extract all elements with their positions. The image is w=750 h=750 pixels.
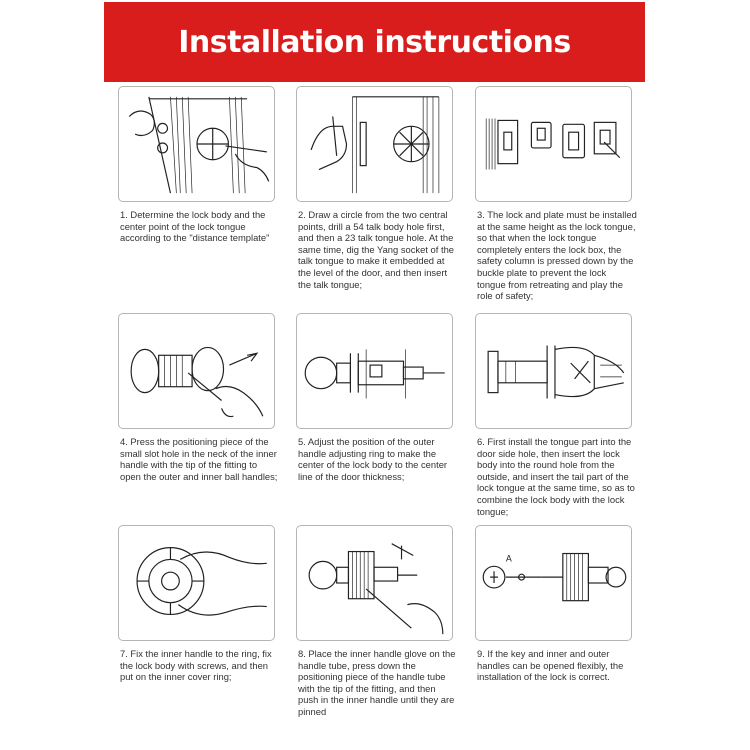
title-banner: [104, 2, 645, 82]
step-3-text: 3. The lock and plate must be installed at the same height as the lock tongue, so that when the lock tongue completely enters the lock box, the safety column is pressed down by the buckle plate to prevent the lock tongue from retreating and play the role of safety;: [477, 209, 637, 302]
label-a: A: [505, 553, 512, 564]
install-tongue-icon: [476, 314, 631, 428]
step-9-text: 9. If the key and inner and outer handles can be opened flexibly, the installation of the lock is correct.: [477, 648, 624, 683]
step-1-text: 1. Determine the lock body and the center point of the lock tongue according to the "distance template": [120, 209, 270, 244]
step-5-text: 5. Adjust the position of the outer handle adjusting ring to make the center of the lock body to the center line of the door thickness;: [298, 436, 448, 482]
step-3-illustration: [475, 86, 632, 202]
key-test-icon: [476, 526, 631, 640]
step-5-illustration: [296, 313, 453, 429]
adjust-ring-icon: [297, 314, 452, 428]
step-1-illustration: [118, 86, 275, 202]
step-9-illustration: [475, 525, 632, 641]
step-6-text: 6. First install the tongue part into the door side hole, then insert the lock body into the round hole from the outside, and insert the tail part of the lock tongue at the same time, so as to combine the lock body with the lock tongue;: [477, 436, 635, 517]
step-4-illustration: [118, 313, 275, 429]
fix-inner-handle-icon: [119, 526, 274, 640]
page-title: Installation instructions: [178, 24, 571, 60]
inner-handle-glove-icon: [297, 526, 452, 640]
step-7-illustration: [118, 525, 275, 641]
step-2-text: 2. Draw a circle from the two central points, drill a 54 talk body hole first, and then a 23 talk tongue hole. At the same time, dig the Yang socket of the talk tongue to make it embedded at the level of the door, and then insert the talk tongue;: [298, 209, 454, 290]
step-8-illustration: [296, 525, 453, 641]
press-positioning-piece-icon: [119, 314, 274, 428]
step-7-text: 7. Fix the inner handle to the ring, fix the lock body with screws, and then put on the inner cover ring;: [120, 648, 272, 683]
step-4-text: 4. Press the positioning piece of the small slot hole in the neck of the inner handle with the tip of the fitting to open the outer and inner ball handles;: [120, 436, 278, 482]
step-2-illustration: [296, 86, 453, 202]
step-6-illustration: [475, 313, 632, 429]
door-template-drill-icon: [119, 87, 274, 201]
door-drill-hole-icon: [297, 87, 452, 201]
step-8-text: 8. Place the inner handle glove on the handle tube, press down the positioning piece of the handle tube with the tip of the fitting, and then push in the inner handle until they are pinned: [298, 648, 456, 717]
lock-plate-icon: [476, 87, 631, 201]
